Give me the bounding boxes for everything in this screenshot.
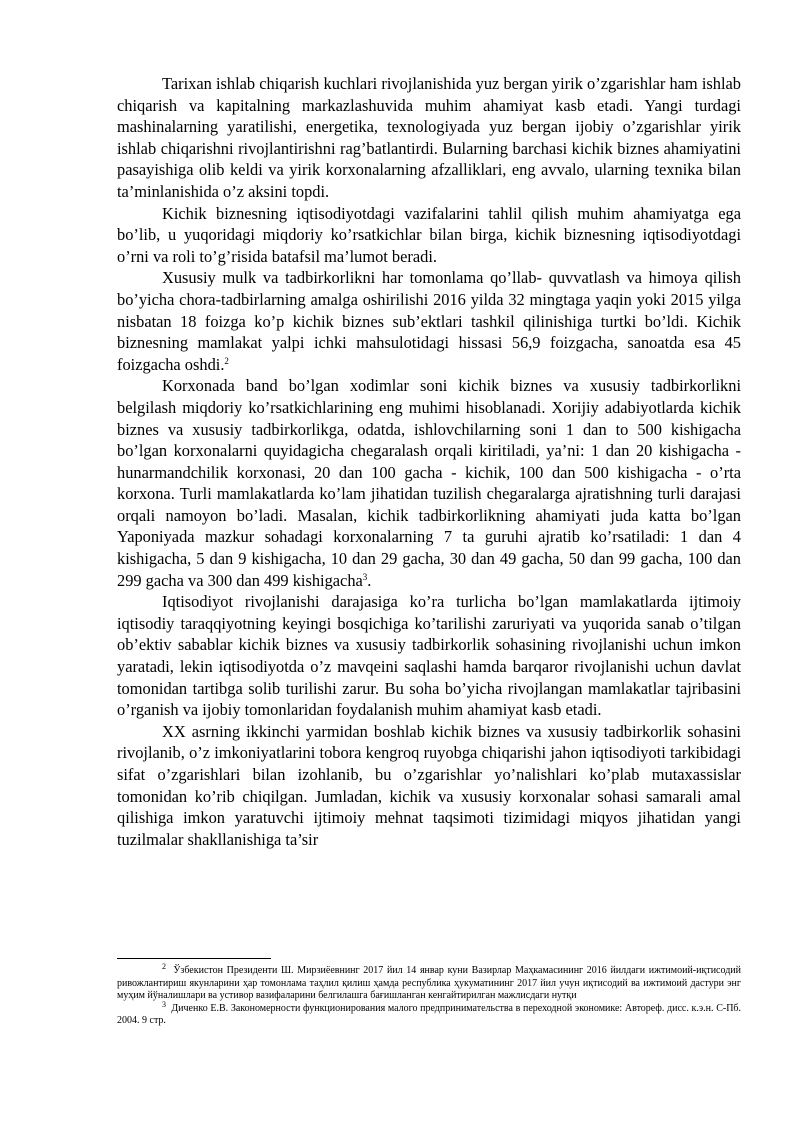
paragraph-3-text: Xususiy mulk va tadbirkorlikni har tomonlama qo’llab- quvvatlash va himoya qilish bo’yicha chora-tadbirlarning amalga oshirilishi 2016 yilda 32 mingtaga yaqin yoki 2015 yilga nisbatan 18 foizga ko’p kichik biznes sub’ektlari tashkil qilinishiga turtki bo’ldi. Kichik biznesning mamlakat yalpi ichki mahsulotidagi hissasi 56,9 foizgacha, sanoatda esa 45 foizgacha oshdi. <box>117 268 741 374</box>
footnote-2-mark: 2 <box>162 962 166 971</box>
footnote-separator <box>117 958 271 959</box>
footnote-3 <box>117 999 742 1028</box>
footnote-3-text: Диченко Е.В. Закономерности функционирования малого предпринимательства в переходной экономике: Автореф. дисс. к.э.н. С-Пб. 2004. 9 стр. <box>117 1002 742 1027</box>
paragraph-2-text: Kichik biznesning iqtisodiyotdagi vazifalarini tahlil qilish muhim ahamiyatga ega bo’lib, u yuqoridagi miqdoriy ko’rsatkichlar bilan birga, kichik biznesning iqtisodiyotdagi o’rni va roli to’g’risida batafsil ma’lumot beradi. <box>117 203 741 266</box>
paragraph-1 <box>117 73 741 203</box>
document-body <box>117 73 741 850</box>
paragraph-1-text: Tarixan ishlab chiqarish kuchlari rivojlanishida yuz bergan yirik o’zgarishlar ham ishlab chiqarish va kapitalning markazlashuvida muhim ahamiyat kasb etadi. Yangi turdagi mashinalarning yaratilishi, energetika, texnologiyada yuz bergan ijobiy o’zgarishlar yirik ishlab chiqarishni rivojlantirishni rag’batlantirdi. Bularning barchasi kichik biznes ahamiyatini pasayishiga olib keldi va yirik korxonalarning afzalliklari, eng avvalo, ularning texnika bilan ta’minlanishida o’z aksini topdi. <box>117 74 741 201</box>
footnote-2-text: Ўзбекистон Президенти Ш. Мирзиёевнинг 2017 йил 14 январ куни Вазирлар Маҳкамасининг 2016 йилдаги ижтимоий-иқтисодий ривожлантириш якунларини ҳар томонлама таҳлил қилиш ҳамда республика ҳукуматининг 2017 йил учун иқтисодий ва ижтимоий дастури энг муҳим йўналишлари ва устивор вазифаларини белгилашга бағишланган кенгайтирилган мажлисдаги нутқи <box>117 965 741 1002</box>
footnote-2 <box>117 962 741 1003</box>
paragraph-5-text: Iqtisodiyot rivojlanishi darajasiga ko’ra turlicha bo’lgan mamlakatlarda ijtimoiy iqtisodiy taraqqiyotning keyingi bosqichiga ko’tarilishi zaruriyati va yuqorida sanab o’tilgan ob’ektiv sabablar kichik biznes va xususiy tadbirkorlik sohasining rivojlanishi uchun imkon yaratadi, lekin iqtisodiyotda o’z mavqeini saqlashi hamda barqaror rivojlanishi uchun davlat tomonidan tartibga solib turilishi zarur. Bu soha bo’yicha rivojlangan mamlakatlar tajribasini o’rganish va ijobiy tomonlaridan foydalanish muhim ahamiyat kasb etadi. <box>117 592 741 720</box>
footnote-ref-2[interactable]: 2 <box>224 355 229 366</box>
footnote-ref-3[interactable]: 3 <box>362 571 368 582</box>
paragraph-6 <box>117 721 741 851</box>
footnote-3-mark: 3 <box>162 999 166 1009</box>
paragraph-4 <box>117 375 741 591</box>
paragraph-2 <box>117 203 741 268</box>
paragraph-6-text: XX asrning ikkinchi yarmidan boshlab kichik biznes va xususiy tadbirkorlik sohasini rivojlanib, o’z imkoniyatlarini tobora kengroq ruyobga chiqarishi jahon iqtisodiyoti tarkibidagi sifat o’zgarishlari bilan izohlanib, bu o’zgarishlar yo’nalishlari ko’plab mutaxassislar tomonidan ko’rib chiqilgan. Jumladan, kichik va xususiy korxonalar sohasi samarali amal qilishiga imkon yaratuvchi ijtimoiy mehnat taqsimoti tizimidagi miqyos jihatidan yangi tuzilmalar shakllanishiga ta’sir <box>117 721 741 849</box>
footnotes <box>117 962 742 1028</box>
paragraph-5 <box>117 591 741 721</box>
paragraph-3 <box>117 267 741 375</box>
paragraph-4-text: Korxonada band bo’lgan xodimlar soni kichik biznes va xususiy tadbirkorlikni belgilash miqdoriy ko’rsatkichlarining eng muhimi hisoblanadi. Xorijiy adabiyotlarda kichik biznes va xususiy tadbirkorlikga, odatda, ishlovchilarning soni 1 dan to 500 kishigacha bo’lgan korxonalarni quyidagicha chegaralash orqali kiritiladi, ya’ni: 1 dan 20 kishigacha - hunarmandchilik korxonasi, 20 dan 100 gacha - kichik, 100 dan 500 kishigacha - o’rta korxona. Turli mamlakatlarda ko’lam jihatidan tuzilish chegaralarga ajratishning turli darajasi orqali namoyon bo’ladi. Masalan, kichik tadbirkorlikning ahamiyati juda katta bo’lgan Yaponiyada mazkur sohadagi korxonalarning 7 ta guruhi ajratib ko’rsatiladi: 1 dan 4 kishigacha, 5 dan 9 kishigacha, 10 dan 29 gacha, 30 dan 49 gacha, 50 dan 99 gacha, 100 dan 299 gacha va 300 dan 499 kishigacha <box>117 376 741 590</box>
paragraph-4-end: . <box>367 570 372 590</box>
